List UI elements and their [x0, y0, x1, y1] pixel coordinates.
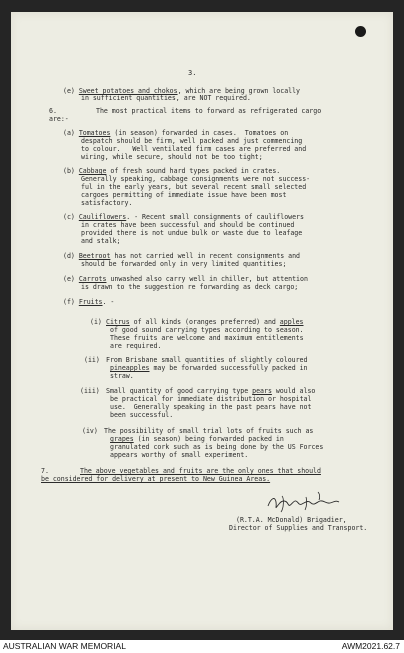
para-fii-text: may be forwarded successfully packed in — [149, 364, 308, 372]
section-6-line-2: are:- — [49, 115, 69, 123]
para-b-term: Cabbage — [78, 167, 107, 175]
para-fi-line-3: These fruits are welcome and maximum entitlements — [110, 334, 304, 342]
para-a-line-3: to colour. Well ventilated firm cases are preferred and — [81, 145, 307, 153]
para-fi-line-2: of good sound carrying types according to season. — [110, 326, 304, 334]
footer-accession-number: AWM2021.62.7 — [341, 641, 400, 651]
para-e2-text: unwashed also carry well in chiller, but attention — [106, 275, 308, 283]
para-fiii-text: Small quantity of good carrying type — [106, 387, 253, 395]
para-b-line-4: cargoes permitting of immediate issue have been most — [81, 191, 287, 199]
para-a-term: Tomatoes — [78, 129, 111, 137]
para-fi-line-4: are required. — [110, 342, 162, 350]
para-a-text: (in season) forwarded in cases. Tomatoes on — [110, 129, 289, 137]
para-f-term: Fruits — [78, 298, 103, 306]
para-c-line-3: provided there is not undue bulk or waste due to leafage — [81, 229, 303, 237]
para-fi-term-apples: apples — [279, 318, 304, 326]
section-7-line-2: be considered for delivery at present to New Guinea Areas. — [41, 475, 271, 483]
para-fiv-text: (in season) being forwarded packed in — [133, 435, 284, 443]
para-fi-text: of all kinds (oranges preferred) and — [129, 318, 280, 326]
para-fi-term-citrus: Citrus — [106, 318, 130, 326]
signatory-title: Director of Supplies and Transport. — [229, 524, 368, 532]
para-b-marker: (b) — [63, 167, 75, 175]
para-fiii-term: pears — [252, 387, 272, 395]
para-d-marker: (d) — [63, 252, 75, 260]
footer-institution: AUSTRALIAN WAR MEMORIAL — [3, 641, 126, 651]
handwritten-signature — [262, 488, 342, 518]
para-e-term: Sweet potatoes and chokos — [78, 87, 178, 95]
para-fii-line-3: straw. — [110, 372, 134, 380]
para-b-line-2: Generally speaking, cabbage consignments were not success- — [81, 175, 311, 183]
para-fi-marker: (i) — [90, 318, 102, 326]
signatory-name: (R.T.A. McDonald) Brigadier, — [236, 516, 347, 524]
para-fiv-term: grapes — [110, 435, 134, 443]
section-6-number: 6. — [49, 107, 57, 115]
section-6-line-1: The most practical items to forward as refrigerated cargo — [96, 107, 322, 115]
para-fiii-line-4: been successful. — [110, 411, 174, 419]
para-fiii-marker: (iii) — [80, 387, 100, 395]
para-c-text: . - Recent small consignments of cauliflowers — [126, 213, 304, 221]
para-c-term: Cauliflowers — [78, 213, 127, 221]
para-e-marker: (e) — [63, 87, 75, 95]
para-e2-marker: (e) — [63, 275, 75, 283]
para-d-text: has not carried well in recent consignments and — [110, 252, 301, 260]
para-c-marker: (c) — [63, 213, 75, 221]
section-7-line-1: The above vegetables and fruits are the only ones that should — [80, 467, 321, 475]
para-d-line-2: should be forwarded only in very limited quantities; — [81, 260, 287, 268]
section-7-number: 7. — [41, 467, 49, 475]
para-f-text: . - — [102, 298, 115, 306]
para-b-text: of fresh sound hard types packed in crates. — [106, 167, 281, 175]
para-b-line-3: ful in the early years, but several recent small selected — [81, 183, 307, 191]
para-e2-term: Carrots — [78, 275, 107, 283]
para-f-line-1 — [63, 299, 114, 306]
para-fiv-line-1: The possibility of small trial lots of fruits such as — [104, 427, 314, 435]
archive-footer — [0, 640, 404, 653]
para-fiii-text-2: would also — [271, 387, 316, 395]
para-c-line-2: in crates have been successful and should be continued — [81, 221, 295, 229]
para-fii-line-1: From Brisbane small quantities of slightly coloured — [106, 356, 308, 364]
para-a-line-4: wiring, while secure, should not be too tight; — [81, 153, 263, 161]
para-fii-line-2 — [110, 365, 308, 372]
para-fiv-marker: (iv) — [82, 427, 98, 435]
para-c-line-4: and stalk; — [81, 237, 121, 245]
para-fiii-line-3: use. Generally speaking in the past pears have not — [110, 403, 312, 411]
para-fiv-line-3: granulated cork such as is being done by the US Forces — [110, 443, 324, 451]
page-number: 3. — [188, 69, 197, 77]
para-fii-term: pineapples — [110, 364, 150, 372]
para-a-line-2: despatch should be firm, well packed and just commencing — [81, 137, 303, 145]
para-fiv-line-4: appears worthy of small experiment. — [110, 451, 249, 459]
para-e-line-2: in sufficient quantities, are NOT required. — [81, 94, 251, 102]
para-fiii-line-2: be practical for immediate distribution or hospital — [110, 395, 312, 403]
para-b-line-5: satisfactory. — [81, 199, 133, 207]
para-d-term: Beetroot — [78, 252, 111, 260]
para-e2-line-2: is drawn to the suggestion re forwarding as deck cargo; — [81, 283, 299, 291]
para-a-marker: (a) — [63, 129, 75, 137]
para-fii-marker: (ii) — [84, 356, 100, 364]
para-e-text: , which are being grown locally — [177, 87, 301, 95]
para-f-marker: (f) — [63, 298, 75, 306]
